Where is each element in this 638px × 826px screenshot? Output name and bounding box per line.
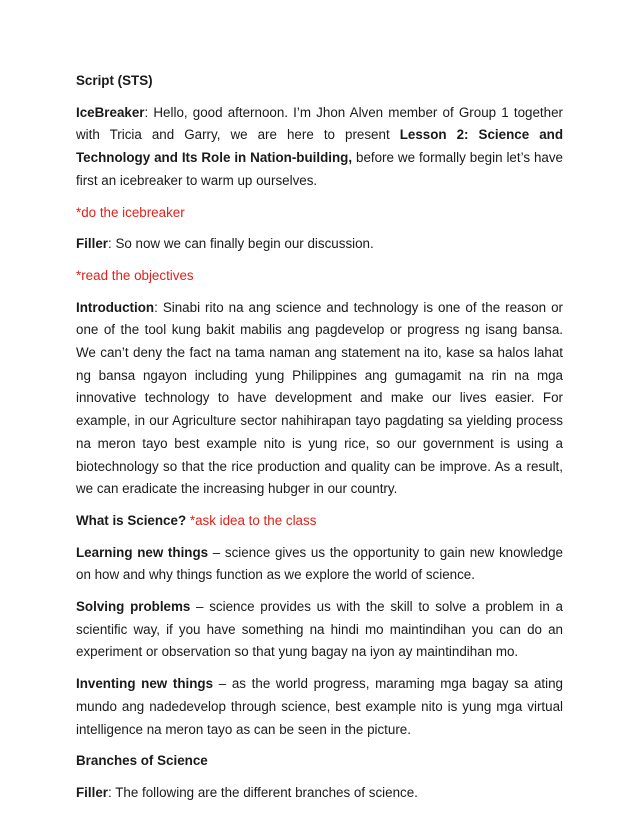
filler-text-2: : The following are the different branches of science. <box>108 784 418 800</box>
introduction-paragraph <box>76 297 563 501</box>
learning-paragraph <box>76 542 563 587</box>
instruction-objectives: *read the objectives <box>76 267 194 283</box>
icebreaker-text-before: : Hello, good afternoon. I’m Jhon Alven member of Group 1 together with Tricia and Garry, we are here to present <box>76 104 563 143</box>
icebreaker-paragraph <box>76 102 563 193</box>
what-is-science-paragraph <box>76 510 563 533</box>
filler-text-1: : So now we can finally begin our discussion. <box>108 236 374 252</box>
inventing-label: Inventing new things <box>76 676 214 692</box>
what-is-science-label: What is Science? <box>76 512 187 528</box>
filler-label-2: Filler <box>76 784 108 800</box>
inventing-text: – as the world progress, maraming mga bagay sa ating mundo ang nadedevelop through science, best example nito is yung mga virtual intelligence na meron tayo as can be seen in the picture. <box>76 676 563 737</box>
introduction-text: : Sinabi rito na ang science and technology is one of the reason or one of the tool kung bakit mabilis ang pagdevelop or progress ng isang bansa. We can’t deny the fact na tama naman ang statement na ito, kase sa halos lahat ng bansa ngayon including yung Philippines ang gumagamit na rin na mga innovative technology to have development and make our lives easier. For example, in our Agriculture sector nahihirapan tayo pagdating sa yielding process na meron tayo best example nito is yung rice, so our government is using a biotechnology so that the rice production and quality can be improve. As a result, we can eradicate the increasing hubger in our country. <box>76 299 563 497</box>
learning-label: Learning new things <box>76 544 209 560</box>
icebreaker-text-after: before we formally begin let’s have first an icebreaker to warm up ourselves. <box>76 150 563 188</box>
inventing-paragraph <box>76 673 563 741</box>
solving-text: – science provides us with the skill to solve a problem in a scientific way, if you have something na hindi mo maintindihan you can do an experiment or observation so that yung bagay na iyon ay maintindihan mo. <box>76 599 563 660</box>
introduction-label: Introduction <box>76 299 155 315</box>
document-page <box>76 70 563 814</box>
instruction-icebreaker: *do the icebreaker <box>76 204 185 220</box>
icebreaker-label: IceBreaker <box>76 104 145 120</box>
solving-paragraph <box>76 596 563 664</box>
filler-label-1: Filler <box>76 236 108 252</box>
learning-text: – science gives us the opportunity to gain new knowledge on how and why things function as we explore the world of science. <box>76 544 563 583</box>
filler-paragraph-1 <box>76 233 563 256</box>
solving-label: Solving problems <box>76 599 191 615</box>
branches-heading: Branches of Science <box>76 753 208 769</box>
filler-paragraph-2 <box>76 782 563 805</box>
document-title: Script (STS) <box>76 73 153 88</box>
lesson-title: Lesson 2: Science and Technology and Its Role in Nation-building, <box>76 127 563 166</box>
instruction-ask-idea: *ask idea to the class <box>186 512 317 528</box>
